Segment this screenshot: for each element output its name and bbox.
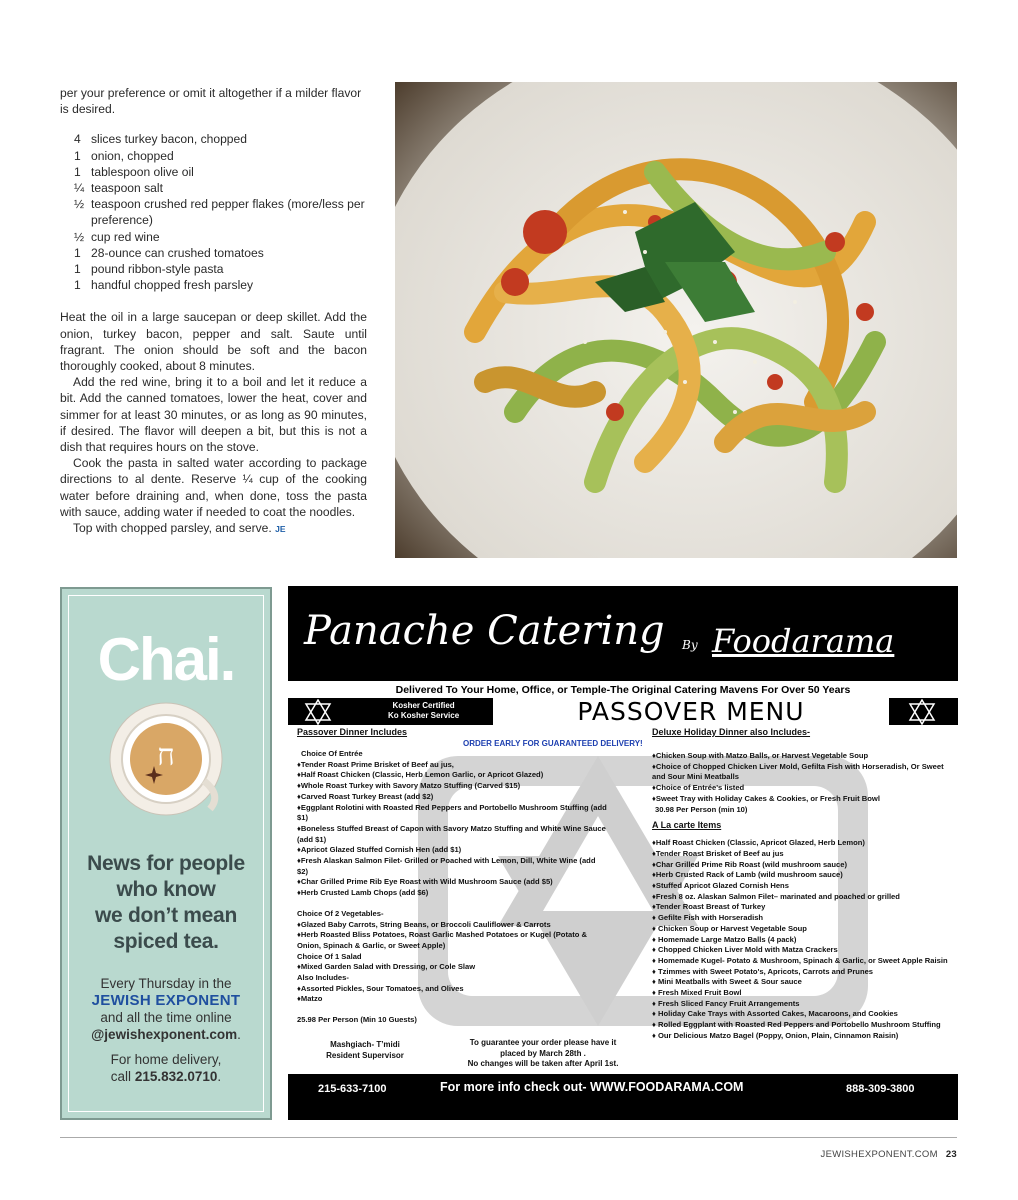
chai-tagline [62,851,270,955]
ingredient-qty: 1 [74,278,81,293]
alacarte-item: ♦Fresh 8 oz. Alaskan Salmon Filet– marinated and poached or grilled [652,891,900,901]
entree-item: ♦Apricot Glazed Stuffed Cornish Hen (add $1) [297,845,462,855]
deluxe-column [652,726,952,1042]
deluxe-item: ♦Sweet Tray with Holiday Cakes & Cookies, or Fresh Fruit Bowl [652,793,880,803]
handle-line [62,1026,270,1043]
alacarte-heading: A La carte Items [652,820,722,831]
deluxe-item: ♦Chicken Soup with Matzo Balls, or Harvest Vegetable Soup [652,751,869,760]
ingredient-item [60,261,367,277]
foodarama-advertisement [288,586,958,1120]
recipe-column [60,85,367,537]
recipe-intro: per your preference or omit it altogether if a milder flavor is desired. [60,86,362,117]
menu-title: PASSOVER MENU [577,697,805,726]
salad-list [297,962,607,973]
brand-panache: Panache Catering [304,608,665,654]
entree-item: ♦Herb Crusted Lamb Chops (add $6) [297,888,429,898]
chai-advertisement [60,587,272,1120]
delivery-tagline: Delivered To Your Home, Office, or Temple-The Original Catering Mavens For Over 50 Years [395,684,851,696]
vegetable-list [297,920,607,952]
handle-period: . [237,1027,241,1042]
online-line: and all the time online [100,1010,232,1025]
ingredient-qty: ½ [74,197,85,212]
chai-logo: Chai. [97,626,235,693]
alacarte-item: ♦Tender Roast Brisket of Beef au jus [652,848,784,858]
menu-title-band [288,698,958,725]
alacarte-item: ♦ Holiday Cake Trays with Assorted Cakes, Macaroons, and Cookies [652,1009,898,1019]
alacarte-item: ♦ Chopped Chicken Liver Mold with Matza Crackers [652,945,838,955]
alacarte-item: ♦ Fresh Sliced Fancy Fruit Arrangements [652,998,800,1008]
ingredient-text: teaspoon crushed red pepper flakes (more/less per preference) [91,197,365,228]
order-early-notice: ORDER EARLY FOR GUARANTEED DELIVERY! [463,739,643,748]
deluxe-item: ♦Choice of Entrée's listed [652,783,745,793]
call-prefix: call [110,1069,132,1084]
right-heading: Deluxe Holiday Dinner also Includes- [652,727,811,737]
phone-left: 215-633-7100 [318,1083,387,1095]
ingredient-text: teaspoon salt [91,181,163,196]
deluxe-list [652,751,952,805]
entree-item: ♦Tender Roast Prime Brisket of Beef au jus, [297,759,454,769]
mashgiach-note [310,1040,420,1061]
ingredient-item [60,164,367,180]
phone-period: . [217,1069,222,1084]
alacarte-item: ♦Tender Roast Breast of Turkey [652,902,766,912]
ingredient-item [60,229,367,245]
alacarte-item: ♦ Fresh Mixed Fruit Bowl [652,988,742,998]
ingredient-qty: 1 [74,164,81,179]
page-footer [0,1149,957,1160]
alacarte-item: ♦ Rolled Eggplant with Roasted Red Peppers and Portobello Mushroom Stuffing [652,1020,941,1030]
recipe-step [60,520,367,537]
ingredient-text: handful chopped fresh parsley [91,278,254,293]
vegetable-item: ♦Glazed Baby Carrots, String Beans, or Broccoli Cauliflower & Carrots [297,919,551,929]
site-url: JEWISHEXPONENT.COM [820,1149,938,1160]
ingredient-qty: ¼ [74,181,85,196]
ingredient-text: onion, chopped [91,148,174,163]
ingredient-item [60,148,367,164]
tagline-line: we don’t mean [95,904,237,927]
alacarte-item: ♦Char Grilled Prime Rib Roast (wild mushroom sauce) [652,859,848,869]
recipe-step: Cook the pasta in salted water according to package directions to al dente. Reserve ¼ cup of the cooking water before draining and, when done, toss the pasta with sauce, adding water if needed to coat the noodles. [60,456,367,519]
tagline-line: News for people [87,852,245,875]
recipe-step-text: Top with chopped parsley, and serve. [73,521,272,536]
ingredient-item [60,196,367,228]
ingredient-item [60,180,367,196]
mashgiach-line-1: Mashgiach- T’midi [330,1040,400,1049]
alacarte-list [652,838,952,1041]
alacarte-item: ♦Half Roast Chicken (Classic, Apricot Glazed, Herb Lemon) [652,838,865,848]
web-handle: @jewishexponent.com [91,1027,238,1042]
entree-item: ♦Char Grilled Prime Rib Eye Roast with Wild Mushroom Sauce (add $5) [297,877,553,887]
deluxe-item: ♦Choice of Chopped Chicken Liver Mold, Gefilta Fish with Horseradish, Or Sweet and Sour Mini Meatballs [652,761,944,782]
alacarte-item: ♦ Chicken Soup or Harvest Vegetable Soup [652,923,807,933]
mashgiach-line-2: Resident Supervisor [326,1050,404,1060]
alacarte-item: ♦ Homemade Kugel- Potato & Mushroom, Spinach & Garlic, or Sweet Apple Raisin [652,955,948,965]
ingredient-text: slices turkey bacon, chopped [91,132,247,147]
ingredient-text: pound ribbon-style pasta [91,262,224,277]
phone-right: 888-309-3800 [846,1083,915,1095]
also-item: ♦Assorted Pickles, Sour Tomatoes, and Olives [297,983,464,993]
pasta-illustration [395,82,957,558]
chai-delivery [62,1051,270,1085]
kosher-line-1: Kosher Certified [392,701,455,710]
page-number: 23 [945,1149,957,1160]
alacarte-item: ♦ Mini Meatballs with Sweet & Sour sauce [652,977,802,987]
choice-entree-label: Choice Of Entrée [301,749,363,758]
choice-salad-label: Choice Of 1 Salad [297,951,362,961]
left-heading: Passover Dinner Includes [297,727,408,737]
star-of-david-icon [908,699,936,725]
left-price: 25.98 Per Person (Min 10 Guests) [297,1015,417,1025]
entree-item: ♦Half Roast Chicken (Classic, Herb Lemon Garlic, or Apricot Glazed) [297,770,544,780]
vegetable-item: ♦Herb Roasted Bliss Potatoes, Roast Garlic Mashed Potatoes or Kugel (Potato & Onion, Spinach & Garlic, or Sweet Apple) [297,930,587,950]
passover-dinner-column [297,726,607,1026]
alacarte-item: ♦ Homemade Large Matzo Balls (4 pack) [652,934,797,944]
footer-rule [60,1137,957,1138]
also-item: ♦Matzo [297,994,323,1004]
tea-cup-icon [106,699,230,823]
also-list [297,984,607,1005]
ingredient-qty: 1 [74,262,81,277]
salad-item: ♦Mixed Garden Salad with Dressing, or Cole Slaw [297,962,476,972]
call-line [62,1068,270,1085]
delivery-line: For home delivery, [110,1052,222,1067]
entree-item: ♦Eggplant Rolotini with Roasted Red Peppers and Portobello Mushroom Stuffing (add $1) [297,802,607,823]
choice-veg-label: Choice Of 2 Vegetables- [297,908,384,918]
guarantee-line-1: To guarantee your order please have it [469,1038,617,1047]
alacarte-item: ♦ Tzimmes with Sweet Potato's, Apricots, Carrots and Prunes [652,966,874,976]
kosher-line-2: Ko Kosher Service [388,711,460,720]
brand-by: By [682,638,698,652]
publication-name: JEWISH EXPONENT [91,992,241,1009]
ingredient-item [60,245,367,261]
recipe-step: Add the red wine, bring it to a boil and let it reduce a bit. Add the canned tomatoes, lower the heat, cover and simmer for at least 30 minutes, or as long as 90 minutes, if desired. The flavor will deepen a bit, but this is not a dish that requires hours on the stove. [60,375,367,455]
every-thursday: Every Thursday in the [100,976,232,991]
ingredient-qty: ½ [74,229,85,244]
guarantee-line-2: placed by March 28th . [500,1048,586,1058]
delivery-phone: 215.832.0710 [134,1069,218,1084]
ingredient-qty: 1 [74,245,81,260]
entree-item: ♦Boneless Stuffed Breast of Capon with Savory Matzo Stuffing and White Wine Sauce (add $1) [297,823,606,844]
pasta-photo [395,82,957,558]
website-line: For more info check out- WWW.FOODARAMA.COM [440,1080,744,1094]
star-of-david-icon [304,699,332,725]
ingredient-item [60,277,367,293]
deluxe-price: 30.98 Per Person (min 10) [655,804,748,814]
brand-foodarama: Foodarama [712,622,895,660]
alacarte-item: ♦ Our Delicious Matzo Bagel (Poppy, Onion, Plain, Cinnamon Raisin) [652,1030,899,1040]
entree-item: ♦Whole Roast Turkey with Savory Matzo Stuffing (Carved $15) [297,781,521,791]
ingredient-text: 28-ounce can crushed tomatoes [91,245,264,260]
recipe-step: Heat the oil in a large saucepan or deep skillet. Add the onion, turkey bacon, pepper and salt. Saute until fragrant. The onion should be soft and the bacon thoroughly cooked, about 8 minutes. [60,310,367,374]
guarantee-line-3: No changes will be taken after April 1st. [467,1059,619,1069]
ingredient-item [60,131,367,147]
alacarte-item: ♦Stuffed Apricot Glazed Cornish Hens [652,881,789,891]
entree-item: ♦Fresh Alaskan Salmon Filet- Grilled or Poached with Lemon, Dill, White Wine (add $2) [297,856,596,876]
ingredient-qty: 1 [74,148,81,163]
ingredient-text: tablespoon olive oil [91,164,194,179]
kosher-label [388,701,459,721]
alacarte-item: ♦Herb Crusted Rack of Lamb (wild mushroom sauce) [652,870,843,880]
entree-list [297,760,607,899]
ingredient-list [60,131,367,293]
recipe-steps [60,309,367,537]
tagline-line: spiced tea. [113,930,219,953]
chai-thursday [62,975,270,1043]
signoff-mark: JE [275,524,286,535]
guarantee-note [438,1038,648,1070]
menu-title-box [493,698,889,725]
ingredient-text: cup red wine [91,229,160,244]
tagline-line: who know [116,878,216,901]
ingredient-qty: 4 [74,132,81,147]
chai-letter: ח [157,738,175,773]
also-includes-label: Also Includes- [297,973,349,983]
alacarte-item: ♦ Gefilte Fish with Horseradish [652,913,764,923]
entree-item: ♦Carved Roast Turkey Breast (add $2) [297,791,434,801]
